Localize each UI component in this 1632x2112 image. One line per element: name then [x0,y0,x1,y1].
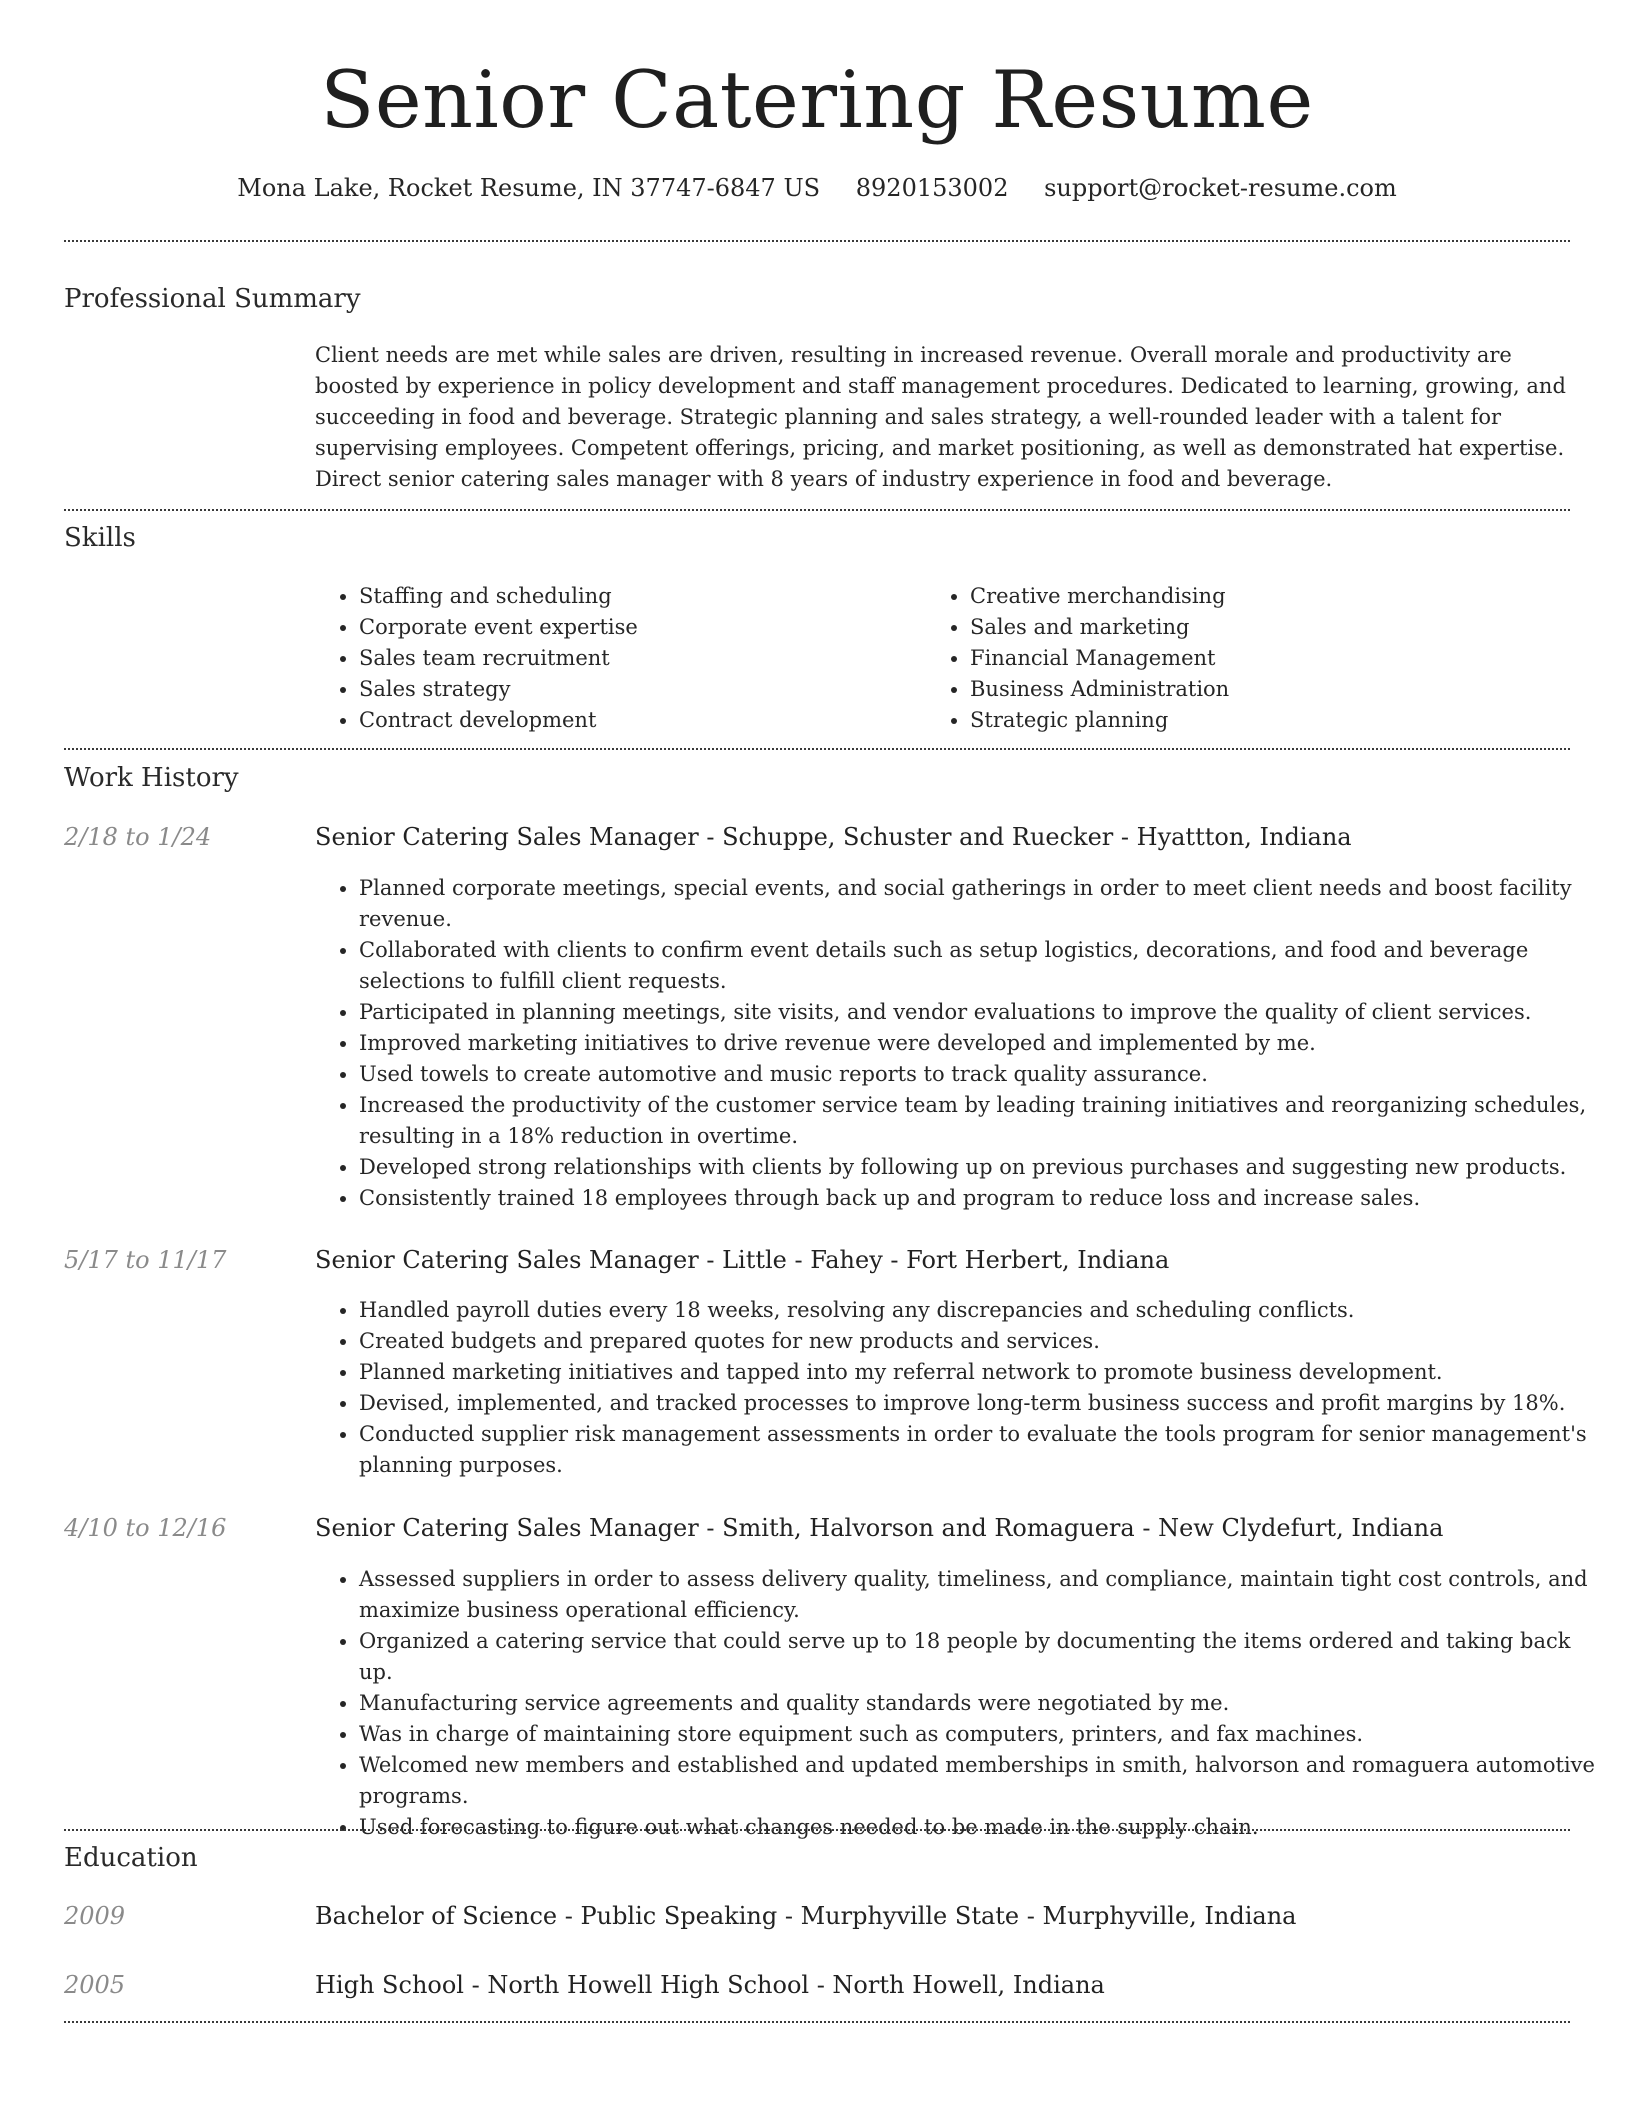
section-divider [64,509,1570,511]
section-divider [64,748,1570,750]
job-bullet: • Used towels to create automotive and music reports to track quality assurance. [359,1059,1595,1090]
education-year: 2005 [64,1971,126,1999]
education-entry: Bachelor of Science - Public Speaking - Murphyville State - Murphyville, Indiana [315,1902,1297,1930]
job-bullet: • Planned marketing initiatives and tapped into my referral network to promote business development. [359,1357,1595,1388]
summary-text: Client needs are met while sales are driven, resulting in increased revenue. Overall morale and productivity are boosted by experience in policy development and staff management procedures. Dedicated to learning, growing, and succeeding in food and beverage. Strategic planning and sales strategy, a well-rounded leader with a talent for supervising employees. Competent offerings, pricing, and market positioning, as well as demonstrated hat expertise. Direct senior catering sales manager with 8 years of industry experience in food and beverage. [315,343,1566,491]
education-heading: Education [64,1843,198,1873]
section-divider [64,240,1570,242]
job-bullet: • Improved marketing initiatives to drive revenue were developed and implemented by me. [359,1028,1595,1059]
job-bullet: • Consistently trained 18 employees through back up and program to reduce loss and increase sales. [359,1183,1595,1214]
job-bullet: • Assessed suppliers in order to assess delivery quality, timeliness, and compliance, maintain tight cost controls, and maximize business operational efficiency. [359,1564,1595,1626]
job-bullet: • Conducted supplier risk management assessments in order to evaluate the tools program for senior management's planning purposes. [359,1419,1595,1481]
skills-left-column [315,581,915,736]
job-bullet: • Organized a catering service that could serve up to 18 people by documenting the items ordered and taking back up. [359,1626,1595,1688]
contact-phone: 8920153002 [855,174,1009,202]
skill-item: • Sales strategy [359,674,915,705]
job-title: Senior Catering Sales Manager - Little - Fahey - Fort Herbert, Indiana [315,1246,1170,1274]
skill-item: • Sales and marketing [970,612,1526,643]
skill-item: • Contract development [359,705,915,736]
skill-item: • Staffing and scheduling [359,581,915,612]
job-dates: 4/10 to 12/16 [64,1514,227,1542]
skill-item: • Sales team recruitment [359,643,915,674]
skill-item: • Strategic planning [970,705,1526,736]
skill-item: • Financial Management [970,643,1526,674]
contact-line [64,171,1570,205]
section-divider [64,1829,1570,1831]
skills-heading: Skills [64,523,136,553]
resume-title: Senior Catering Resume [320,54,1314,146]
contact-email: support@rocket-resume.com [1044,174,1397,202]
job-bullet: • Welcomed new members and established and updated memberships in smith, halvorson and romaguera automotive programs. [359,1750,1595,1812]
job-bullet: • Developed strong relationships with clients by following up on previous purchases and suggesting new products. [359,1152,1595,1183]
contact-address: Mona Lake, Rocket Resume, IN 37747-6847 US [237,174,821,202]
job-bullets [315,1295,1595,1481]
education-entry: High School - North Howell High School - North Howell, Indiana [315,1971,1105,1999]
job-bullets [315,873,1595,1214]
summary-heading: Professional Summary [64,284,361,314]
skill-item: • Creative merchandising [970,581,1526,612]
job-title: Senior Catering Sales Manager - Smith, Halvorson and Romaguera - New Clydefurt, Indiana [315,1514,1444,1542]
education-year: 2009 [64,1902,126,1930]
skill-item: • Business Administration [970,674,1526,705]
work-history-heading: Work History [64,763,239,793]
job-bullet: • Participated in planning meetings, site visits, and vendor evaluations to improve the quality of client services. [359,997,1595,1028]
job-bullet: • Used forecasting to figure out what changes needed to be made in the supply chain. [359,1812,1595,1843]
skills-right-column [926,581,1526,736]
job-bullet: • Collaborated with clients to confirm event details such as setup logistics, decorations, and food and beverage selections to fulfill client requests. [359,935,1595,997]
job-bullet: • Created budgets and prepared quotes for new products and services. [359,1326,1595,1357]
job-title: Senior Catering Sales Manager - Schuppe, Schuster and Ruecker - Hyattton, Indiana [315,823,1352,851]
job-bullet: • Handled payroll duties every 18 weeks, resolving any discrepancies and scheduling conflicts. [359,1295,1595,1326]
skill-item: • Corporate event expertise [359,612,915,643]
job-dates: 5/17 to 11/17 [64,1246,227,1274]
job-bullets [315,1564,1595,1843]
job-bullet: • Devised, implemented, and tracked processes to improve long-term business success and profit margins by 18%. [359,1388,1595,1419]
job-bullet: • Was in charge of maintaining store equipment such as computers, printers, and fax machines. [359,1719,1595,1750]
section-divider [64,2021,1570,2023]
job-bullet: • Manufacturing service agreements and quality standards were negotiated by me. [359,1688,1595,1719]
job-bullet: • Planned corporate meetings, special events, and social gatherings in order to meet client needs and boost facility revenue. [359,873,1595,935]
job-dates: 2/18 to 1/24 [64,823,212,851]
job-bullet: • Increased the productivity of the customer service team by leading training initiatives and reorganizing schedules, resulting in a 18% reduction in overtime. [359,1090,1595,1152]
